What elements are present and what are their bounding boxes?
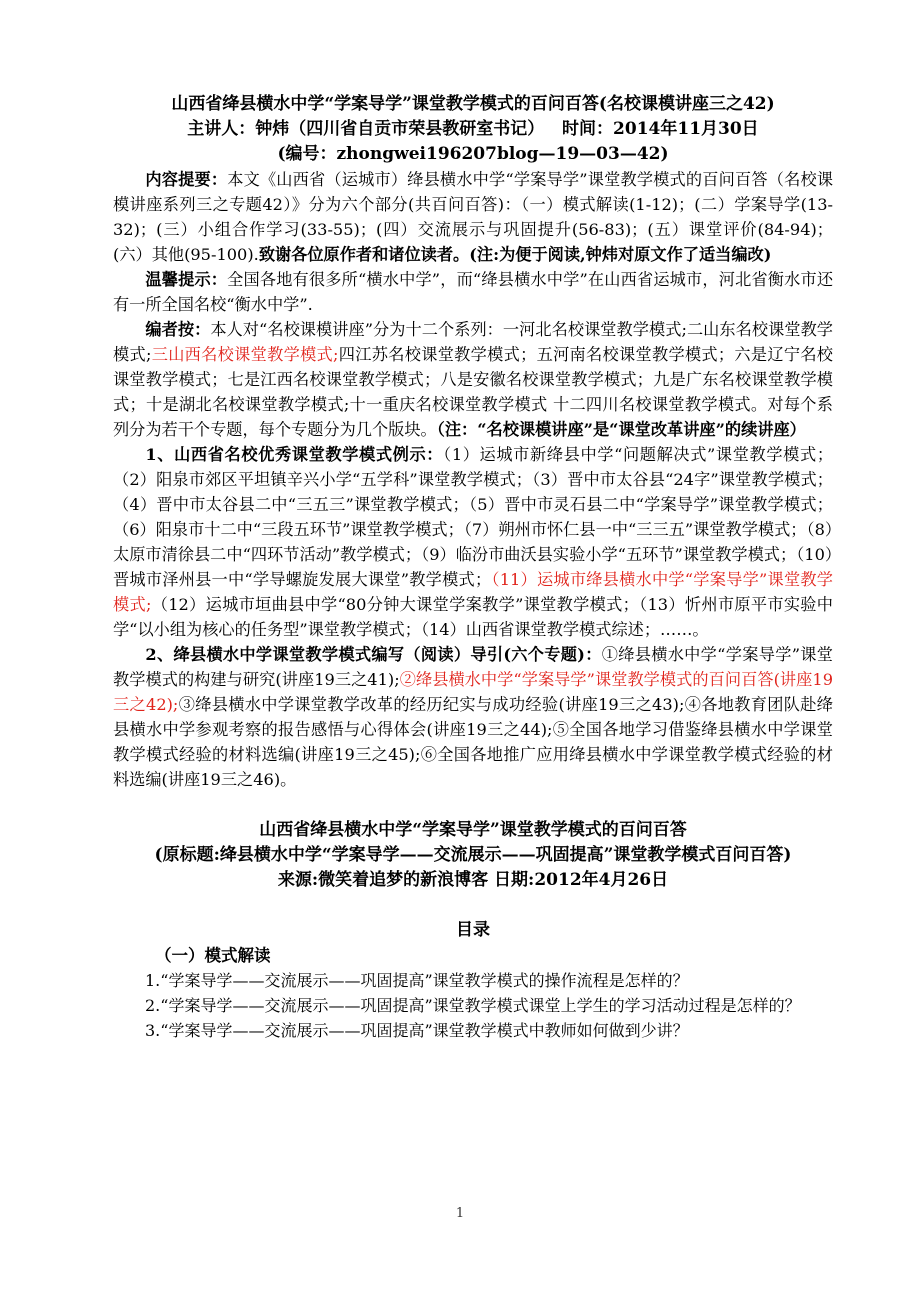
section2-text-highlight: ②绛县横水中学“学案导学”课堂教学模式的百问百答(讲座19三之42);: [113, 670, 834, 714]
section1-text-after: （12）运城市垣曲县中学“80分钟大课堂学案教学”课堂教学模式；（13）忻州市原平市实验中学“以小组为核心的任务型”课堂教学模式；（14）山西省课堂教学模式综述；……。: [113, 595, 833, 639]
summary-paragraph: [113, 167, 833, 267]
section1-text-highlight: （11）运城市绛县横水中学“学案导学”课堂教学模式;: [113, 570, 833, 614]
editor-label: 编者按：: [145, 320, 211, 339]
catalog-part-heading: （一）模式解读: [155, 946, 271, 965]
editor-text-after: 四江苏名校课堂教学模式；五河南名校课堂教学模式；六是辽宁名校课堂教学模式；七是江西名校课堂教学模式；八是安徽名校课堂教学模式；九是广东名校课堂教学模式；十是湖北名校课堂教学模式;十一重庆名校课堂教学模式 十二四川名校课堂教学模式。对每个系列分为若干个专题，每个专题分为几个版块。: [113, 345, 833, 439]
tip-label: 温馨提示：: [145, 270, 228, 289]
section2-text-after: ③绛县横水中学课堂教学改革的经历纪实与成功经验(讲座19三之43);④各地教育团队赴绛县横水中学参观考察的报告感悟与心得体会(讲座19三之44);⑤全国各地学习借鉴绛县横水中学课堂教学模式经验的材料选编(讲座19三之45);⑥全国各地推广应用绛县横水中学课堂教学模式经验的材料选编(讲座19三之46)。: [113, 695, 833, 789]
editor-note: （注：“名校课模讲座”是“课堂改革讲座”的续讲座）: [436, 420, 806, 439]
section2-paragraph: [113, 642, 833, 792]
speaker-line: 主讲人：钟炜（四川省自贡市荣县教研室书记） 时间：2014年11月30日: [187, 119, 759, 139]
summary-text: 本文《山西省（运城市）绛县横水中学“学案导学”课堂教学模式的百问百答（名校课模讲座系列三之专题42）》分为六个部分(共百问百答)：（一）模式解读(1-12)；(二）学案导学(13-32)；(三）小组合作学习(33-55)；(四）交流展示与巩固提升(56-83)；(五）课堂评价(84-94)；(六）其他(95-100).: [113, 170, 834, 264]
summary-thanks: 致谢各位原作者和诸位读者。: [258, 245, 470, 264]
document-content: [113, 92, 833, 1043]
document-title: 山西省绛县横水中学“学案导学”课堂教学模式的百问百答(名校课模讲座三之42): [171, 94, 775, 114]
summary-label: 内容提要：: [145, 170, 228, 189]
editor-paragraph: [113, 317, 833, 442]
section1-paragraph: [113, 442, 833, 642]
article-title: 山西省绛县横水中学“学案导学”课堂教学模式的百问百答: [259, 820, 687, 840]
section2-text-before: ①绛县横水中学“学案导学”课堂教学模式的构建与研究(讲座19三之41);: [113, 645, 833, 689]
code-line: (编号：zhongwei196207blog—19—03—42): [277, 144, 669, 164]
catalog-item[interactable]: 3.“学案导学——交流展示——巩固提高”课堂教学模式中教师如何做到少讲？: [145, 1021, 689, 1040]
catalog-item[interactable]: 2.“学案导学——交流展示——巩固提高”课堂教学模式课堂上学生的学习活动过程是怎样的？: [145, 996, 801, 1015]
section2-label: 2、绛县横水中学课堂教学模式编写（阅读）导引(六个专题)：: [145, 645, 602, 664]
article-original-title: (原标题:绛县横水中学“学案导学——交流展示——巩固提高”课堂教学模式百问百答): [154, 845, 792, 865]
catalog-item[interactable]: 1.“学案导学——交流展示——巩固提高”课堂教学模式的操作流程是怎样的？: [145, 971, 689, 990]
article-source: 来源:微笑着追梦的新浪博客 日期:2012年4月26日: [277, 870, 669, 890]
tip-text: 全国各地有很多所“横水中学”，而“绛县横水中学”在山西省运城市，河北省衡水市还有一所全国名校“衡水中学”.: [113, 270, 834, 314]
editor-text-before: 本人对“名校课模讲座”分为十二个系列：一河北名校课堂教学模式;二山东名校课堂教学模式;: [113, 320, 833, 364]
page-number: 1: [455, 1206, 465, 1221]
section1-text-before: （1）运城市新绛县中学“问题解决式”课堂教学模式；（2）阳泉市郊区平坦镇辛兴小学“五学科”课堂教学模式；（3）晋中市太谷县“24字”课堂教学模式；（4）晋中市太谷县二中“三五三”课堂教学模式；（5）晋中市灵石县二中“学案导学”课堂教学模式；（6）阳泉市十二中“三段五环节”课堂教学模式；（7）朔州市怀仁县一中“三三五”课堂教学模式；（8）太原市清徐县二中“四环节活动”教学模式；（9）临汾市曲沃县实验小学“五环节”课堂教学模式；（10）晋城市泽州县一中“学导螺旋发展大课堂”教学模式；: [113, 445, 834, 589]
section1-label: 1、山西省名校优秀课堂教学模式例示：: [145, 445, 444, 464]
catalog-heading: 目录: [456, 920, 490, 940]
editor-text-highlight: 三山西名校课堂教学模式;: [151, 345, 339, 364]
summary-note: (注:为便于阅读,钟炜对原文作了适当编改): [469, 245, 772, 264]
tip-paragraph: [113, 267, 833, 317]
